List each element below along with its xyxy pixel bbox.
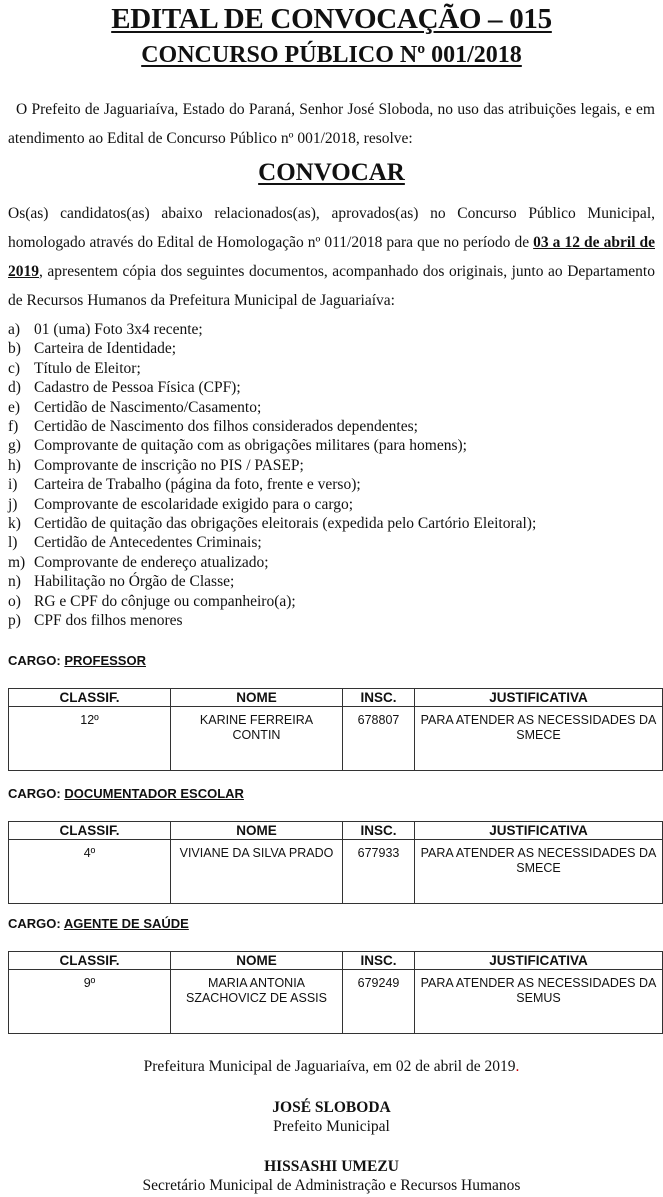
cell-nome: VIVIANE DA SILVA PRADO	[171, 840, 343, 904]
list-item-letter: c)	[8, 359, 21, 377]
list-item	[8, 592, 536, 611]
list-item-text: Comprovante de quitação com as obrigações militares (para homens);	[34, 437, 467, 455]
cell-justificativa: PARA ATENDER AS NECESSIDADES DA SMECE	[415, 840, 663, 904]
list-item-letter: l)	[8, 534, 18, 552]
list-item	[8, 320, 536, 339]
document-subtitle-text: CONCURSO PÚBLICO Nº 001/2018	[141, 42, 522, 68]
candidates-table	[8, 951, 663, 1034]
column-header-classif: CLASSIF.	[9, 822, 171, 840]
list-item-text: 01 (uma) Foto 3x4 recente;	[34, 321, 203, 338]
documents-list	[8, 320, 536, 631]
cargo-heading	[8, 786, 244, 801]
column-header-nome: NOME	[171, 689, 343, 707]
column-header-nome: NOME	[171, 822, 343, 840]
cargo-heading	[8, 653, 146, 668]
list-item-text: Habilitação no Órgão de Classe;	[34, 573, 235, 591]
cell-classif: 4º	[9, 840, 171, 904]
list-item-letter: o)	[8, 592, 21, 610]
list-item-letter: i)	[8, 476, 18, 494]
list-item	[8, 533, 536, 552]
list-item	[8, 611, 536, 630]
period-highlight: 03 a 12 de abril de 2019	[8, 234, 655, 280]
list-item-letter: a)	[8, 321, 21, 338]
list-item	[8, 436, 536, 455]
list-item-text: Comprovante de endereço atualizado;	[34, 553, 269, 571]
table-row	[9, 970, 663, 1034]
signer2-name: HISSASHI UMEZU	[264, 1158, 399, 1175]
list-item-letter: d)	[8, 379, 21, 397]
list-item-letter: f)	[8, 418, 19, 436]
place-date	[0, 1057, 663, 1076]
table-header-row	[9, 952, 663, 970]
list-item	[8, 572, 536, 591]
list-item	[8, 553, 536, 572]
candidates-table	[8, 688, 663, 771]
body-text-after: , apresentem cópia dos seguintes documentos, acompanhado dos originais, junto ao Departamento de Recursos Humanos da Prefeitura Municipal de Jaguariaíva:	[8, 263, 655, 309]
list-item	[8, 378, 536, 397]
list-item-letter: e)	[8, 398, 21, 416]
column-header-insc: INSC.	[343, 952, 415, 970]
list-item-text: Comprovante de escolaridade exigido para o cargo;	[34, 495, 354, 513]
list-item-text: RG e CPF do cônjuge ou companheiro(a);	[34, 592, 296, 610]
table-row	[9, 707, 663, 771]
list-item-text: Título de Eleitor;	[34, 359, 141, 377]
list-item	[8, 359, 536, 378]
list-item-letter: h)	[8, 456, 21, 474]
document-title-text: EDITAL DE CONVOCAÇÃO – 015	[111, 3, 552, 35]
list-item	[8, 475, 536, 494]
list-item-letter: m)	[8, 553, 26, 571]
list-item-text: Carteira de Trabalho (página da foto, frente e verso);	[34, 476, 361, 494]
action-heading	[0, 157, 663, 189]
list-item-text: Certidão de Antecedentes Criminais;	[34, 534, 262, 552]
column-header-justificativa: JUSTIFICATIVA	[415, 689, 663, 707]
cell-nome: KARINE FERREIRA CONTIN	[171, 707, 343, 771]
column-header-insc: INSC.	[343, 689, 415, 707]
action-heading-text: CONVOCAR	[258, 159, 405, 186]
list-item-letter: g)	[8, 437, 21, 455]
table-header-row	[9, 822, 663, 840]
cell-justificativa: PARA ATENDER AS NECESSIDADES DA SMECE	[415, 707, 663, 771]
column-header-classif: CLASSIF.	[9, 952, 171, 970]
table-header-row	[9, 689, 663, 707]
list-item	[8, 514, 536, 533]
cell-classif: 9º	[9, 970, 171, 1034]
list-item-letter: k)	[8, 515, 21, 533]
cell-insc: 679249	[343, 970, 415, 1034]
body-text-before: Os(as) candidatos(as) abaixo relacionados(as), aprovados(as) no Concurso Público Municipal, homologado através do Edital de Homologação nº 011/2018 para que no período de	[8, 205, 655, 251]
cell-insc: 678807	[343, 707, 415, 771]
column-header-classif: CLASSIF.	[9, 689, 171, 707]
place-date-text: Prefeitura Municipal de Jaguariaíva, em 02 de abril de 2019	[143, 1058, 516, 1075]
signer1-name: JOSÉ SLOBODA	[272, 1099, 391, 1116]
list-item-text: Certidão de Nascimento dos filhos considerados dependentes;	[34, 418, 418, 436]
list-item	[8, 398, 536, 417]
cell-classif: 12º	[9, 707, 171, 771]
list-item	[8, 339, 536, 358]
column-header-justificativa: JUSTIFICATIVA	[415, 822, 663, 840]
list-item-letter: b)	[8, 340, 21, 358]
column-header-nome: NOME	[171, 952, 343, 970]
cell-insc: 677933	[343, 840, 415, 904]
list-item-text: Cadastro de Pessoa Física (CPF);	[34, 379, 241, 397]
list-item	[8, 456, 536, 475]
list-item-letter: j)	[8, 495, 18, 513]
cell-nome: MARIA ANTONIA SZACHOVICZ DE ASSIS	[171, 970, 343, 1034]
cargo-label: CARGO:	[8, 916, 61, 931]
document-title	[0, 2, 663, 36]
cell-justificativa: PARA ATENDER AS NECESSIDADES DA SEMUS	[415, 970, 663, 1034]
list-item-text: Certidão de Nascimento/Casamento;	[34, 398, 262, 416]
cargo-name: DOCUMENTADOR ESCOLAR	[64, 786, 244, 801]
candidates-table	[8, 821, 663, 904]
list-item-letter: p)	[8, 612, 21, 630]
cargo-name: AGENTE DE SAÚDE	[63, 916, 189, 931]
list-item	[8, 495, 536, 514]
table-row	[9, 840, 663, 904]
cargo-name: PROFESSOR	[64, 653, 146, 668]
signer2-role: Secretário Municipal de Administração e Recursos Humanos	[142, 1177, 521, 1194]
document-subtitle	[0, 40, 663, 70]
list-item-letter: n)	[8, 573, 21, 591]
intro-paragraph: O Prefeito de Jaguariaíva, Estado do Paraná, Senhor José Sloboda, no uso das atribuições legais, e em atendimento ao Edital de Concurso Público nº 001/2018, resolve:	[8, 101, 655, 147]
list-item-text: Carteira de Identidade;	[34, 340, 177, 358]
list-item	[8, 417, 536, 436]
column-header-insc: INSC.	[343, 822, 415, 840]
cargo-label: CARGO:	[8, 653, 61, 668]
body-paragraph	[8, 199, 655, 315]
cargo-heading	[8, 916, 189, 931]
list-item-text: CPF dos filhos menores	[34, 612, 183, 630]
list-item-text: Comprovante de inscrição no PIS / PASEP;	[34, 456, 304, 474]
cargo-label: CARGO:	[8, 786, 61, 801]
place-date-period: .	[515, 1058, 520, 1075]
list-item-text: Certidão de quitação das obrigações eleitorais (expedida pelo Cartório Eleitoral);	[34, 515, 537, 533]
column-header-justificativa: JUSTIFICATIVA	[415, 952, 663, 970]
signer1-role: Prefeito Municipal	[273, 1118, 390, 1135]
